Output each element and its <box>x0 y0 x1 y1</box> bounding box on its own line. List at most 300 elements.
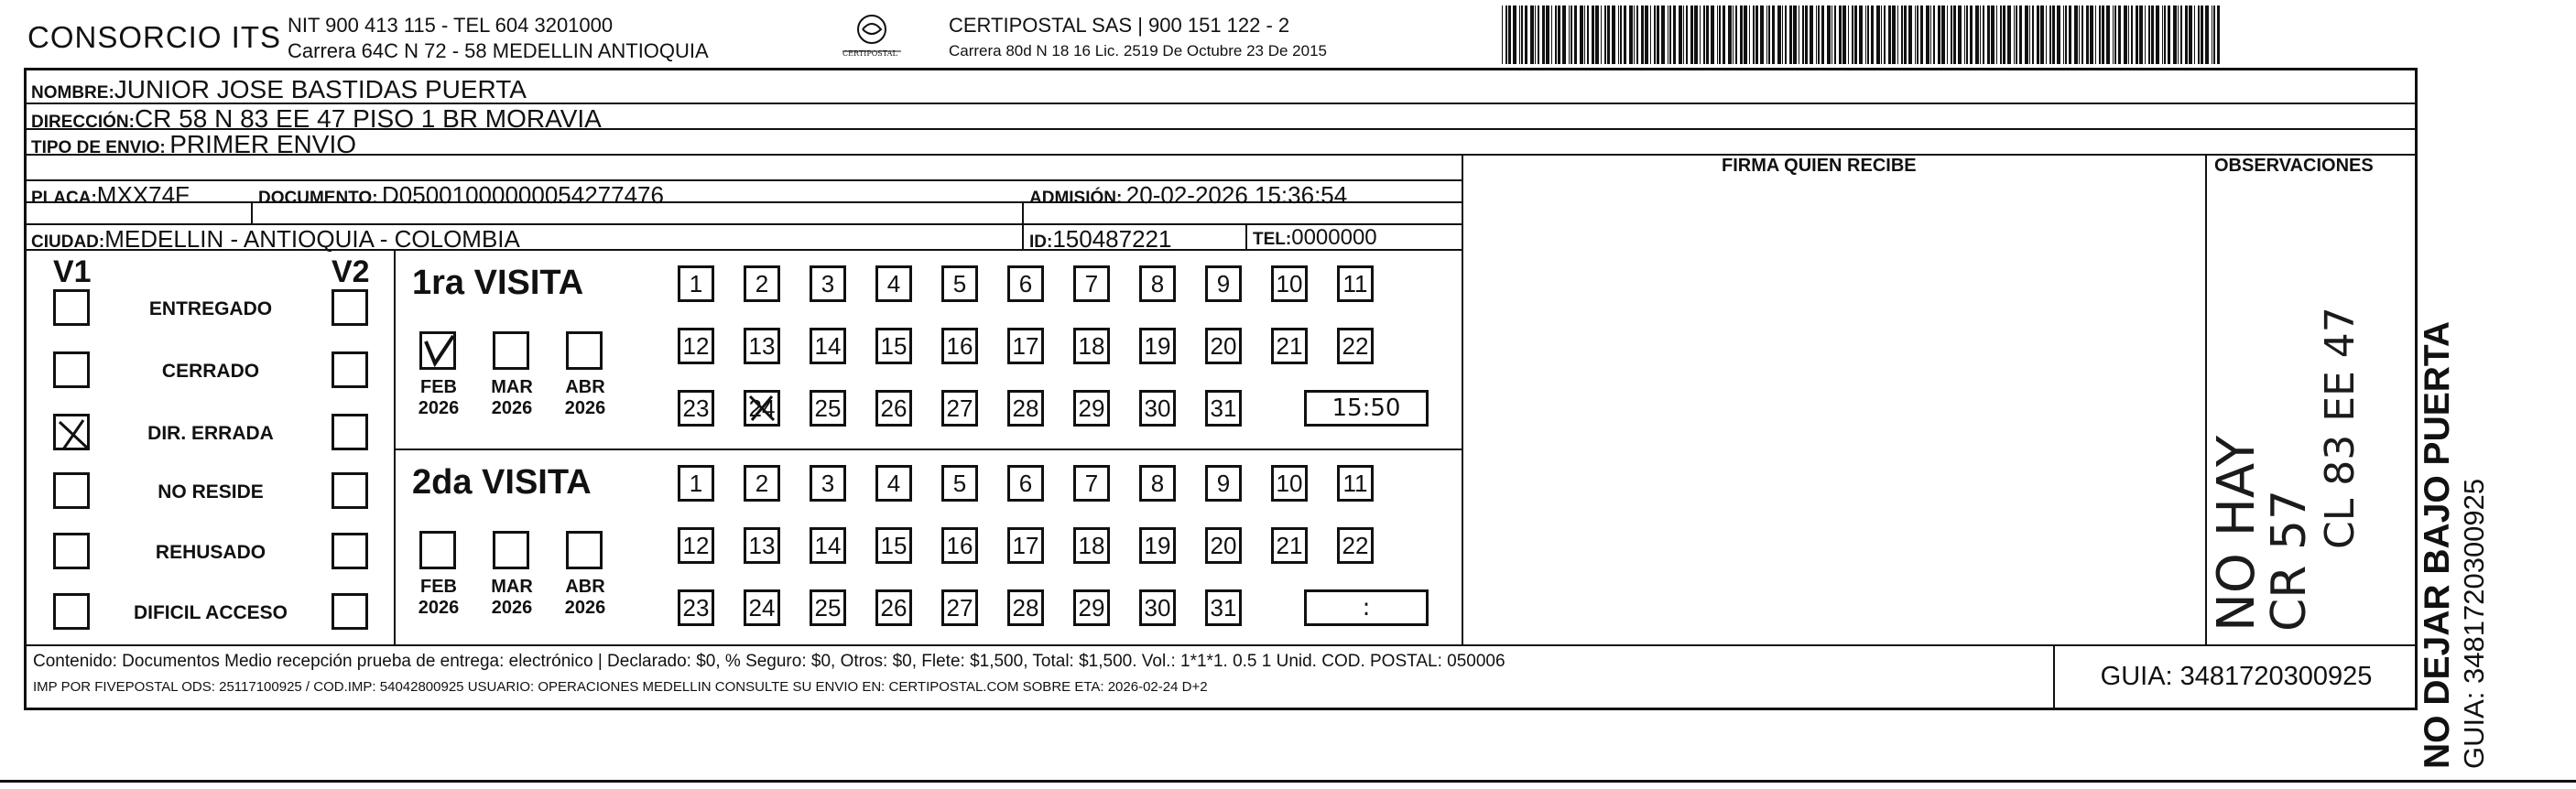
barcode-bar <box>1777 5 1781 64</box>
status-v1-checkbox[interactable] <box>53 414 90 450</box>
day-box-31[interactable]: 31 <box>1205 390 1242 427</box>
guia-number: GUIA: 3481720300925 <box>2053 644 2418 710</box>
barcode-bar <box>1571 5 1572 64</box>
barcode-bar <box>1740 5 1743 64</box>
time-box[interactable]: : <box>1304 589 1429 626</box>
barcode-bar <box>2173 5 2177 64</box>
barcode-bar <box>1760 5 1764 64</box>
barcode-bar <box>1933 5 1935 64</box>
id-value: 150487221 <box>1052 225 1172 253</box>
status-label: ENTREGADO <box>148 298 273 319</box>
month-checkbox[interactable] <box>493 331 529 370</box>
barcode-bar <box>1694 5 1698 64</box>
barcode-bar <box>1629 5 1633 64</box>
month-label: MAR 2026 <box>491 377 533 418</box>
barcode-bar <box>1519 5 1520 64</box>
barcode-bar <box>2049 5 2051 64</box>
barcode-bar <box>2178 5 2179 64</box>
day-box-8[interactable]: 8 <box>1139 465 1176 502</box>
barcode-bar <box>2074 5 2078 64</box>
day-box-27[interactable]: 27 <box>941 390 978 427</box>
barcode-bar <box>2099 5 2101 64</box>
month-checkbox[interactable] <box>566 531 603 569</box>
direccion-value: CR 58 N 83 EE 47 PISO 1 BR MORAVIA <box>134 104 602 133</box>
barcode-bar <box>1728 5 1732 64</box>
barcode-bar <box>1719 5 1721 64</box>
day-box-24[interactable]: 24 <box>744 390 780 427</box>
day-box-14[interactable]: 14 <box>810 527 846 564</box>
barcode-bar <box>1941 5 1945 64</box>
barcode-bar <box>2164 5 2166 64</box>
day-box-20[interactable]: 20 <box>1205 328 1242 364</box>
barcode-bar <box>1854 5 1857 64</box>
barcode-bar <box>1958 5 1962 64</box>
barcode-bar <box>1733 5 1734 64</box>
barcode-bar <box>1580 5 1583 64</box>
barcode-bar <box>1535 5 1536 64</box>
barcode-bar <box>1679 5 1682 64</box>
month-label: FEB 2026 <box>418 577 460 618</box>
day-box-17[interactable]: 17 <box>1007 328 1044 364</box>
day-box-24[interactable]: 24 <box>744 589 780 626</box>
barcode-bar <box>1996 5 1997 64</box>
barcode-bar <box>1892 5 1896 64</box>
barcode-bar <box>2185 5 2188 64</box>
visit-title: 2da VISITA <box>412 463 592 502</box>
barcode-bar <box>1530 5 1534 64</box>
day-box-16[interactable]: 16 <box>941 328 978 364</box>
barcode-bar <box>2139 5 2143 64</box>
status-v1-checkbox[interactable] <box>53 472 90 509</box>
barcode-bar <box>1917 5 1918 64</box>
field-direccion: DIRECCIÓN:CR 58 N 83 EE 47 PISO 1 BR MORAVIA <box>31 104 602 133</box>
day-box-7[interactable]: 7 <box>1073 465 1110 502</box>
day-box-31[interactable]: 31 <box>1205 589 1242 626</box>
barcode-bar <box>1859 5 1863 64</box>
observaciones-header: OBSERVACIONES <box>2214 156 2374 176</box>
barcode-bar <box>1983 5 1984 64</box>
field-admision: ADMISIÓN: 20-02-2026 15:36:54 <box>1029 181 1348 209</box>
barcode-bar <box>1624 5 1626 64</box>
barcode-bar <box>1584 5 1585 64</box>
status-label: DIR. ERRADA <box>147 423 274 444</box>
day-box-15[interactable]: 15 <box>875 328 912 364</box>
carrier-info <box>949 13 1327 64</box>
barcode-bar <box>2131 5 2133 64</box>
barcode-bar <box>2102 5 2104 64</box>
day-box-17[interactable]: 17 <box>1007 527 1044 564</box>
barcode-bar <box>2007 5 2011 64</box>
barcode-bar <box>1723 5 1725 64</box>
day-box-3[interactable]: 3 <box>810 265 846 302</box>
barcode-bar <box>1793 5 1797 64</box>
barcode-bar <box>1690 5 1693 64</box>
field-tipo-envio: TIPO DE ENVIO: PRIMER ENVIO <box>31 130 357 158</box>
tipo-envio-value: PRIMER ENVIO <box>169 130 357 158</box>
day-box-27[interactable]: 27 <box>941 589 978 626</box>
barcode-bar <box>2201 5 2203 64</box>
day-box-30[interactable]: 30 <box>1139 589 1176 626</box>
address-line: Carrera 64C N 72 - 58 MEDELLIN ANTIOQUIA <box>288 39 709 62</box>
day-box-5[interactable]: 5 <box>941 465 978 502</box>
barcode-bar <box>2113 5 2114 64</box>
barcode-bar <box>1805 5 1808 64</box>
day-box-6[interactable]: 6 <box>1007 465 1044 502</box>
day-box-19[interactable]: 19 <box>1139 328 1176 364</box>
barcode-bar <box>2065 5 2067 64</box>
status-label: DIFICIL ACCESO <box>133 602 288 623</box>
barcode-bar <box>1789 5 1792 64</box>
barcode-bar <box>2162 5 2163 64</box>
barcode-bar <box>1953 5 1956 64</box>
day-box-12[interactable]: 12 <box>678 527 714 564</box>
barcode-bar <box>1505 5 1507 64</box>
month-label: ABR 2026 <box>564 377 606 418</box>
day-box-25[interactable]: 25 <box>810 589 846 626</box>
barcode-bar <box>1966 5 1968 64</box>
barcode-bar <box>1881 5 1882 64</box>
barcode-bar <box>1683 5 1684 64</box>
barcode-bar <box>2217 5 2220 64</box>
barcode-bar <box>1785 5 1787 64</box>
barcode-bar <box>1595 5 1599 64</box>
field-tel: TEL:0000000 <box>1253 225 1377 250</box>
barcode-bar <box>1938 5 1940 64</box>
day-box-12[interactable]: 12 <box>678 328 714 364</box>
status-v1-checkbox[interactable] <box>53 593 90 630</box>
barcode-bar <box>1772 5 1775 64</box>
day-box-30[interactable]: 30 <box>1139 390 1176 427</box>
barcode-bar <box>2151 5 2154 64</box>
barcode-bar <box>2189 5 2192 64</box>
day-box-20[interactable]: 20 <box>1205 527 1242 564</box>
barcode-bar <box>1865 5 1866 64</box>
barcode-bar <box>2194 5 2195 64</box>
barcode-bar <box>1884 5 1886 64</box>
company-info <box>288 13 709 64</box>
day-box-21[interactable]: 21 <box>1271 527 1308 564</box>
day-box-8[interactable]: 8 <box>1139 265 1176 302</box>
day-box-26[interactable]: 26 <box>875 390 912 427</box>
barcode-bar <box>1818 5 1820 64</box>
day-box-10[interactable]: 10 <box>1271 265 1308 302</box>
day-box-13[interactable]: 13 <box>744 527 780 564</box>
month-checkbox[interactable] <box>419 531 456 569</box>
barcode-bar <box>1821 5 1824 64</box>
day-box-9[interactable]: 9 <box>1205 465 1242 502</box>
status-label: NO RESIDE <box>158 481 264 503</box>
nit-line: NIT 900 413 115 - TEL 604 3201000 <box>288 14 614 37</box>
field-placa: PLACA:MXX74F <box>31 181 190 209</box>
firma-header: FIRMA QUIEN RECIBE <box>1722 156 1917 176</box>
barcode-bar <box>1888 5 1891 64</box>
barcode-bar <box>1964 5 1965 64</box>
brand-name: CONSORCIO ITS <box>27 20 282 54</box>
barcode-bar <box>1749 5 1750 64</box>
logo-text: CERTIPOSTAL <box>842 49 897 58</box>
ciudad-value: MEDELLIN - ANTIOQUIA - COLOMBIA <box>104 225 520 253</box>
barcode-bar <box>2000 5 2002 64</box>
barcode-bar <box>1654 5 1656 64</box>
barcode-bar <box>1587 5 1589 64</box>
barcode-bar <box>1686 5 1688 64</box>
status-v2-checkbox[interactable] <box>332 472 368 509</box>
visit-title: 1ra VISITA <box>412 264 584 302</box>
month-checkbox[interactable] <box>566 331 603 370</box>
barcode-bar <box>1604 5 1606 64</box>
placa-value: MXX74F <box>96 181 190 209</box>
barcode-bar <box>1551 5 1552 64</box>
barcode-bar <box>1673 5 1676 64</box>
barcode-bar <box>1641 5 1644 64</box>
day-box-4[interactable]: 4 <box>875 465 912 502</box>
barcode-bar <box>1980 5 1981 64</box>
admision-value: 20-02-2026 15:36:54 <box>1125 181 1348 209</box>
bottom-rule <box>0 780 2576 783</box>
barcode-bar <box>1569 5 1570 64</box>
barcode-bar <box>2086 5 2089 64</box>
certipostal-logo <box>835 13 908 64</box>
barcode-bar <box>2037 5 2039 64</box>
barcode-bar <box>2180 5 2182 64</box>
barcode-bar <box>2118 5 2121 64</box>
day-box-7[interactable]: 7 <box>1073 265 1110 302</box>
barcode-bar <box>1620 5 1622 64</box>
status-v1-checkbox[interactable] <box>53 289 90 326</box>
barcode-bar <box>1810 5 1813 64</box>
barcode-bar <box>2029 5 2030 64</box>
barcode-bar <box>1782 5 1783 64</box>
barcode-bar <box>1848 5 1849 64</box>
handwritten-note-3: CL 83 EE 47 <box>2317 307 2364 549</box>
footer-content: Contenido: Documentos Medio recepción prueba de entrega: electrónico | Declarado: $0, % Seguro: $0, Otros: $0, Flete: $1,500, Total: $1,500. Vol.: 1*1*1. 0.5 1 Unid. COD. POSTAL: 050006 <box>33 652 1505 671</box>
barcode-bar <box>1650 5 1651 64</box>
day-box-18[interactable]: 18 <box>1073 527 1110 564</box>
barcode-bar <box>1555 5 1557 64</box>
barcode-bar <box>1562 5 1566 64</box>
barcode-bar <box>1703 5 1705 64</box>
day-box-6[interactable]: 6 <box>1007 265 1044 302</box>
barcode-bar <box>1901 5 1903 64</box>
barcode-bar <box>1618 5 1619 64</box>
barcode-bar <box>2040 5 2044 64</box>
barcode-bar <box>1816 5 1817 64</box>
month-checkbox[interactable] <box>419 331 456 370</box>
barcode-bar <box>2106 5 2110 64</box>
barcode-bar <box>2057 5 2060 64</box>
field-id: ID:150487221 <box>1029 225 1172 253</box>
barcode <box>1502 5 2225 64</box>
barcode-bar <box>1700 5 1701 64</box>
barcode-bar <box>2145 5 2146 64</box>
barcode-bar <box>1975 5 1979 64</box>
barcode-bar <box>2148 5 2150 64</box>
tel-value: 0000000 <box>1291 225 1377 250</box>
status-label: REHUSADO <box>155 542 266 563</box>
status-v1-checkbox[interactable] <box>53 351 90 388</box>
barcode-bar <box>2198 5 2200 64</box>
status-v1-checkbox[interactable] <box>53 533 90 569</box>
barcode-bar <box>1513 5 1516 64</box>
barcode-bar <box>1839 5 1842 64</box>
barcode-bar <box>1904 5 1907 64</box>
side-notice <box>2418 321 2491 769</box>
barcode-bar <box>1601 5 1602 64</box>
barcode-bar <box>1876 5 1880 64</box>
day-box-19[interactable]: 19 <box>1139 527 1176 564</box>
day-box-23[interactable]: 23 <box>678 390 714 427</box>
barcode-bar <box>2213 5 2215 64</box>
day-box-11[interactable]: 11 <box>1337 265 1374 302</box>
barcode-bar <box>1755 5 1758 64</box>
barcode-bar <box>1669 5 1671 64</box>
carrier-line: CERTIPOSTAL SAS | 900 151 122 - 2 <box>949 14 1290 37</box>
status-v2-checkbox[interactable] <box>332 414 368 450</box>
barcode-bar <box>1525 5 1527 64</box>
day-box-21[interactable]: 21 <box>1271 328 1308 364</box>
handwritten-note-2: CR 57 <box>2262 489 2317 632</box>
day-box-25[interactable]: 25 <box>810 390 846 427</box>
day-box-26[interactable]: 26 <box>875 589 912 626</box>
barcode-bar <box>1558 5 1560 64</box>
day-box-1[interactable]: 1 <box>678 465 714 502</box>
day-box-5[interactable]: 5 <box>941 265 978 302</box>
barcode-bar <box>1661 5 1665 64</box>
day-box-11[interactable]: 11 <box>1337 465 1374 502</box>
barcode-bar <box>1834 5 1836 64</box>
barcode-bar <box>2156 5 2159 64</box>
month-label: ABR 2026 <box>564 577 606 618</box>
barcode-bar <box>1607 5 1610 64</box>
barcode-bar <box>1502 5 1503 64</box>
v1-label: V1 <box>53 254 92 289</box>
footer-imp-info: IMP POR FIVEPOSTAL ODS: 25117100925 / COD.IMP: 54042800925 USUARIO: OPERACIONES MEDELLIN CONSULTE SU ENVIO EN: CERTIPOSTAL.COM SOBRE ETA: 2026-02-24 D+2 <box>33 679 1208 695</box>
barcode-bar <box>2052 5 2055 64</box>
barcode-bar <box>1827 5 1831 64</box>
barcode-bar <box>1657 5 1659 64</box>
day-box-1[interactable]: 1 <box>678 265 714 302</box>
barcode-bar <box>1538 5 1539 64</box>
day-box-23[interactable]: 23 <box>678 589 714 626</box>
day-box-22[interactable]: 22 <box>1337 527 1374 564</box>
status-v2-checkbox[interactable] <box>332 593 368 630</box>
barcode-bar <box>2168 5 2170 64</box>
barcode-bar <box>1634 5 1635 64</box>
day-box-29[interactable]: 29 <box>1073 589 1110 626</box>
barcode-bar <box>2090 5 2093 64</box>
barcode-bar <box>2095 5 2096 64</box>
day-box-9[interactable]: 9 <box>1205 265 1242 302</box>
barcode-bar <box>2016 5 2017 64</box>
documento-value: D05001000000054277476 <box>382 181 664 209</box>
barcode-bar <box>2025 5 2028 64</box>
barcode-bar <box>1951 5 1952 64</box>
day-box-3[interactable]: 3 <box>810 465 846 502</box>
barcode-bar <box>1612 5 1615 64</box>
field-nombre: NOMBRE:JUNIOR JOSE BASTIDAS PUERTA <box>31 75 527 103</box>
day-box-2[interactable]: 2 <box>744 465 780 502</box>
barcode-bar <box>2114 5 2116 64</box>
barcode-bar <box>1636 5 1638 64</box>
barcode-bar <box>2046 5 2047 64</box>
day-box-10[interactable]: 10 <box>1271 465 1308 502</box>
v2-label: V2 <box>332 254 370 289</box>
day-box-22[interactable]: 22 <box>1337 328 1374 364</box>
barcode-bar <box>1574 5 1577 64</box>
barcode-bar <box>1926 5 1929 64</box>
barcode-bar <box>1908 5 1912 64</box>
barcode-bar <box>1915 5 1916 64</box>
day-box-18[interactable]: 18 <box>1073 328 1110 364</box>
barcode-bar <box>1711 5 1714 64</box>
side-guia: GUIA: 3481720300925 <box>2458 478 2490 769</box>
day-box-13[interactable]: 13 <box>744 328 780 364</box>
barcode-bar <box>1735 5 1737 64</box>
day-box-28[interactable]: 28 <box>1007 589 1044 626</box>
day-box-15[interactable]: 15 <box>875 527 912 564</box>
barcode-bar <box>1521 5 1523 64</box>
barcode-bar <box>1645 5 1648 64</box>
barcode-bar <box>2136 5 2138 64</box>
barcode-bar <box>1706 5 1709 64</box>
time-box[interactable]: 15:50 <box>1304 390 1429 427</box>
day-box-29[interactable]: 29 <box>1073 390 1110 427</box>
barcode-bar <box>2128 5 2129 64</box>
barcode-bar <box>1947 5 1948 64</box>
barcode-bar <box>2081 5 2083 64</box>
barcode-bar <box>1867 5 1869 64</box>
month-checkbox[interactable] <box>493 531 529 569</box>
month-label: MAR 2026 <box>491 577 533 618</box>
handwritten-note-1: NO HAY <box>2207 435 2266 632</box>
barcode-bar <box>1508 5 1511 64</box>
day-box-28[interactable]: 28 <box>1007 390 1044 427</box>
day-box-2[interactable]: 2 <box>744 265 780 302</box>
barcode-bar <box>1852 5 1853 64</box>
barcode-bar <box>2014 5 2015 64</box>
barcode-bar <box>1753 5 1755 64</box>
barcode-bar <box>1970 5 1973 64</box>
day-box-16[interactable]: 16 <box>941 527 978 564</box>
barcode-bar <box>2019 5 2022 64</box>
barcode-bar <box>1766 5 1767 64</box>
barcode-bar <box>1987 5 1990 64</box>
barcode-bar <box>2079 5 2080 64</box>
barcode-bar <box>1717 5 1718 64</box>
barcode-bar <box>1930 5 1931 64</box>
status-v2-checkbox[interactable] <box>332 289 368 326</box>
barcode-bar <box>2003 5 2005 64</box>
barcode-bar <box>1991 5 1994 64</box>
nombre-value: JUNIOR JOSE BASTIDAS PUERTA <box>114 75 527 103</box>
barcode-bar <box>1920 5 1923 64</box>
barcode-bar <box>1802 5 1804 64</box>
field-ciudad: CIUDAD:MEDELLIN - ANTIOQUIA - COLOMBIA <box>31 225 520 253</box>
barcode-bar <box>1768 5 1770 64</box>
barcode-bar <box>2032 5 2034 64</box>
day-box-14[interactable]: 14 <box>810 328 846 364</box>
month-label: FEB 2026 <box>418 377 460 418</box>
status-v2-checkbox[interactable] <box>332 533 368 569</box>
no-dejar-bajo-puerta: NO DEJAR BAJO PUERTA <box>2418 320 2457 769</box>
day-box-4[interactable]: 4 <box>875 265 912 302</box>
barcode-bar <box>2063 5 2064 64</box>
status-v2-checkbox[interactable] <box>332 351 368 388</box>
barcode-bar <box>1842 5 1846 64</box>
status-label: CERRADO <box>161 361 260 382</box>
barcode-bar <box>1546 5 1549 64</box>
field-documento: DOCUMENTO: D05001000000054277476 <box>258 181 664 209</box>
